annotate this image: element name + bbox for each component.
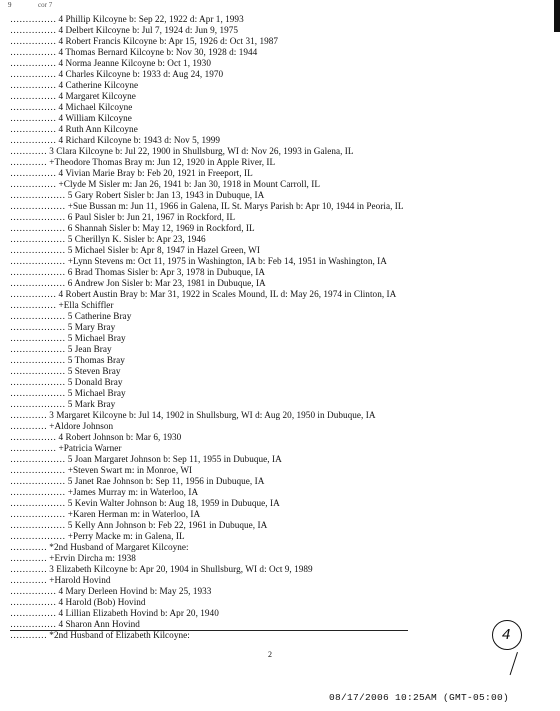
list-item: ……………… +Lynn Stevens m: Oct 11, 1975 in Washington, IA b: Feb 14, 1951 in Washington, IA — [10, 256, 387, 266]
list-item: ……………… +Steven Swart m: in Monroe, WI — [10, 465, 193, 475]
list-item: ……………… 5 Gary Robert Sisler b: Jan 13, 1943 in Dubuque, IA — [10, 190, 265, 200]
list-item: …………… 4 Harold (Bob) Hovind — [10, 597, 146, 607]
handwritten-tick-mark — [510, 652, 518, 675]
list-item: ……………… 5 Steven Bray — [10, 366, 121, 376]
list-item: ……………… +Karen Herman m: in Waterloo, IA — [10, 509, 201, 519]
list-item: ……………… 5 Donald Bray — [10, 377, 123, 387]
scan-edge-mark — [554, 0, 560, 32]
list-item: …………… 4 Delbert Kilcoyne b: Jul 7, 1924 d: Jun 9, 1975 — [10, 25, 239, 35]
list-item: …………… 4 Robert Austin Bray b: Mar 31, 1922 in Scales Mound, IL d: May 26, 1974 in Clinton, IA — [10, 289, 397, 299]
list-item: ……………… 5 Kevin Walter Johnson b: Aug 18, 1959 in Dubuque, IA — [10, 498, 280, 508]
list-item: …………… 4 Ruth Ann Kilcoyne — [10, 124, 138, 134]
list-item: ………… 3 Clara Kilcoyne b: Jul 22, 1900 in Shullsburg, WI d: Nov 26, 1993 in Galena, IL — [10, 146, 354, 156]
list-item: …………… 4 Charles Kilcoyne b: 1933 d: Aug 24, 1970 — [10, 69, 224, 79]
list-item: …………… 4 Margaret Kilcoyne — [10, 91, 136, 101]
list-item: ……………… 6 Brad Thomas Sisler b: Apr 3, 1978 in Dubuque, IA — [10, 267, 266, 277]
list-item: ……………… +Sue Bussan m: Jun 11, 1966 in Galena, IL St. Marys Parish b: Apr 10, 1944 in Peoria, IL — [10, 201, 404, 211]
list-item: ………… *2nd Husband of Elizabeth Kilcoyne: — [10, 630, 190, 640]
list-item: ………… *2nd Husband of Margaret Kilcoyne: — [10, 542, 189, 552]
list-item: …………… 4 Robert Francis Kilcoyne b: Apr 15, 1926 d: Oct 31, 1987 — [10, 36, 279, 46]
list-item: ……………… 5 Janet Rae Johnson b: Sep 11, 1956 in Dubuque, IA — [10, 476, 265, 486]
list-item: ……………… 6 Shannah Sisler b: May 12, 1969 in Rockford, IL — [10, 223, 255, 233]
list-item: ……………… 5 Kelly Ann Johnson b: Feb 22, 1961 in Dubuque, IA — [10, 520, 268, 530]
list-item: ……………… 5 Catherine Bray — [10, 311, 132, 321]
list-item: …………… 4 Catherine Kilcoyne — [10, 80, 139, 90]
list-item: ……………… 6 Andrew Jon Sisler b: Mar 23, 1981 in Dubuque, IA — [10, 278, 266, 288]
list-item: ……………… +Perry Macke m: in Galena, IL — [10, 531, 185, 541]
fax-timestamp: 08/17/2006 10:25AM (GMT-05:00) — [329, 692, 510, 703]
list-item: ……………… 5 Mary Bray — [10, 322, 116, 332]
list-item: ……………… 5 Cherillyn K. Sisler b: Apr 23, 1946 — [10, 234, 206, 244]
list-item: …………… 4 Mary Derleen Hovind b: May 25, 1933 — [10, 586, 212, 596]
top-fragment-text: cor 7 — [38, 1, 53, 9]
list-item: …………… 4 Richard Kilcoyne b: 1943 d: Nov 5, 1999 — [10, 135, 221, 145]
list-item: ………… +Ervin Dircha m: 1938 — [10, 553, 136, 563]
list-item: ……………… 5 Jean Bray — [10, 344, 112, 354]
footer-rule — [10, 630, 408, 631]
list-item: …………… 4 Thomas Bernard Kilcoyne b: Nov 30, 1928 d: 1944 — [10, 47, 258, 57]
list-item: ……………… 5 Michael Bray — [10, 333, 126, 343]
list-item: …………… +Ella Schiffler — [10, 300, 114, 310]
list-item: …………… 4 Robert Johnson b: Mar 6, 1930 — [10, 432, 182, 442]
list-item: ……………… 6 Paul Sisler b: Jun 21, 1967 in Rockford, IL — [10, 212, 236, 222]
list-item: …………… 4 Norma Jeanne Kilcoyne b: Oct 1, 1930 — [10, 58, 211, 68]
list-item: ……………… 5 Michael Sisler b: Apr 8, 1947 in Hazel Green, WI — [10, 245, 260, 255]
circled-annotation: 4 — [502, 626, 511, 643]
list-item: …………… +Patricia Warner — [10, 443, 122, 453]
list-item: ………… +Aldore Johnson — [10, 421, 114, 431]
list-item: ………… 3 Margaret Kilcoyne b: Jul 14, 1902 in Shullsburg, WI d: Aug 20, 1950 in Dubuque, IA — [10, 410, 376, 420]
list-item: ……………… 5 Thomas Bray — [10, 355, 125, 365]
list-item: ……………… 5 Michael Bray — [10, 388, 126, 398]
list-item: …………… 4 Phillip Kilcoyne b: Sep 22, 1922 d: Apr 1, 1993 — [10, 14, 244, 24]
page-number: 2 — [268, 650, 272, 659]
list-item: ………… +Harold Hovind — [10, 575, 111, 585]
list-item: …………… 4 Michael Kilcoyne — [10, 102, 133, 112]
list-item: …………… 4 Sharon Ann Hovind — [10, 619, 140, 629]
corner-page-number: 9 — [8, 1, 12, 9]
list-item: …………… 4 William Kilcoyne — [10, 113, 132, 123]
list-item: ……………… +James Murray m: in Waterloo, IA — [10, 487, 199, 497]
list-item: ……………… 5 Mark Bray — [10, 399, 116, 409]
list-item: ……………… 5 Joan Margaret Johnson b: Sep 11, 1955 in Dubuque, IA — [10, 454, 282, 464]
list-item: …………… +Clyde M Sisler m: Jan 26, 1941 b: Jan 30, 1918 in Mount Carroll, IL — [10, 179, 321, 189]
list-item: …………… 4 Lillian Elizabeth Hovind b: Apr 20, 1940 — [10, 608, 219, 618]
list-item: …………… 4 Vivian Marie Bray b: Feb 20, 1921 in Freeport, IL — [10, 168, 253, 178]
list-item: ………… 3 Elizabeth Kilcoyne b: Apr 20, 1904 in Shullsburg, WI d: Oct 9, 1989 — [10, 564, 313, 574]
list-item: ………… +Theodore Thomas Bray m: Jun 12, 1920 in Apple River, IL — [10, 157, 276, 167]
